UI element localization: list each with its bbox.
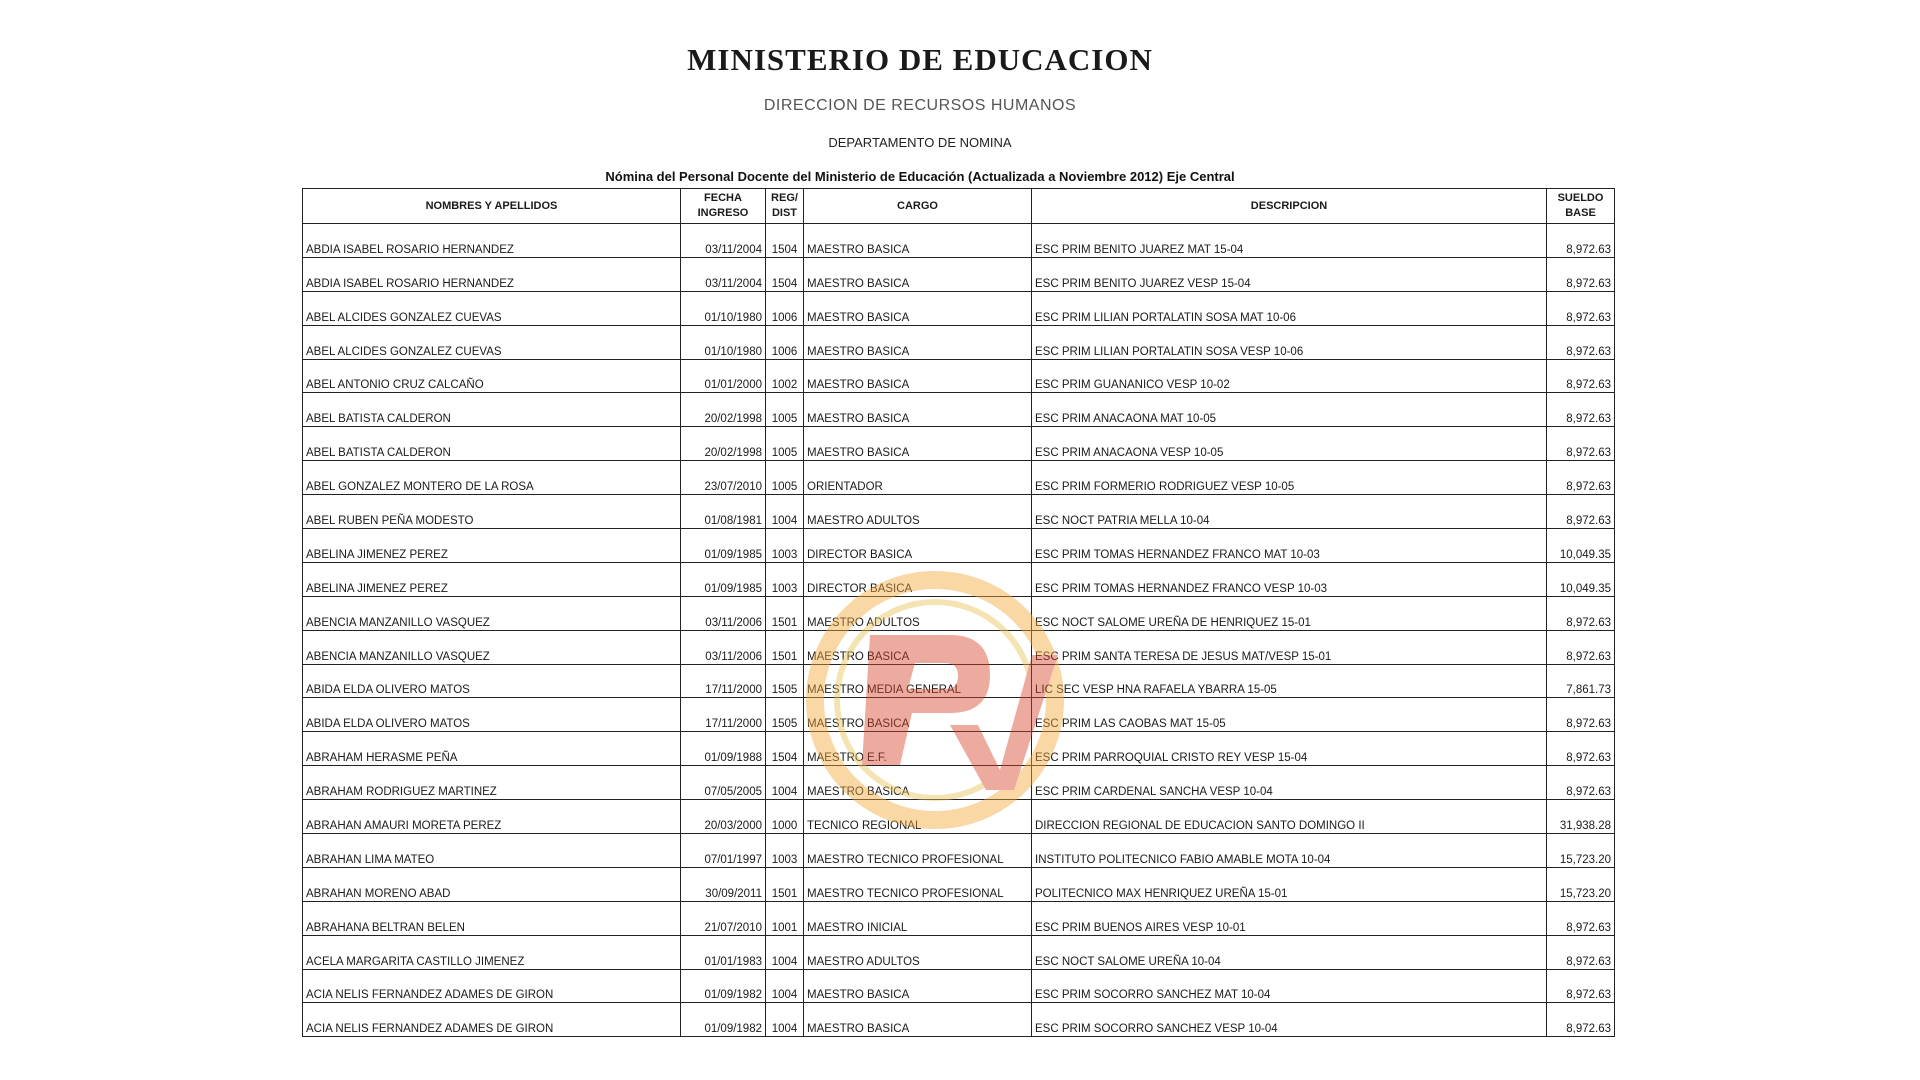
cell-reg: 1004 xyxy=(766,969,804,1003)
cell-cargo: MAESTRO BASICA xyxy=(804,630,1032,664)
cell-cargo: MAESTRO BASICA xyxy=(804,766,1032,800)
cell-reg: 1005 xyxy=(766,393,804,427)
cell-cargo: MAESTRO BASICA xyxy=(804,427,1032,461)
cell-reg: 1501 xyxy=(766,867,804,901)
cell-fecha: 23/07/2010 xyxy=(681,461,766,495)
cell-fecha: 20/03/2000 xyxy=(681,800,766,834)
table-row xyxy=(303,325,1615,359)
cell-descripcion: ESC PRIM ANACAONA MAT 10-05 xyxy=(1032,393,1547,427)
cell-reg: 1001 xyxy=(766,901,804,935)
cell-descripcion: INSTITUTO POLITECNICO FABIO AMABLE MOTA 10-04 xyxy=(1032,834,1547,868)
cell-cargo: TECNICO REGIONAL xyxy=(804,800,1032,834)
cell-reg: 1005 xyxy=(766,461,804,495)
cell-nombre: ABRAHAN MORENO ABAD xyxy=(303,867,681,901)
cell-sueldo: 10,049.35 xyxy=(1547,529,1615,563)
cell-reg: 1003 xyxy=(766,562,804,596)
departamento-subtitle: DEPARTAMENTO DE NOMINA xyxy=(828,135,1012,150)
cell-sueldo: 8,972.63 xyxy=(1547,495,1615,529)
cell-descripcion: ESC PRIM FORMERIO RODRIGUEZ VESP 10-05 xyxy=(1032,461,1547,495)
cell-descripcion: DIRECCION REGIONAL DE EDUCACION SANTO DOMINGO II xyxy=(1032,800,1547,834)
table-row xyxy=(303,901,1615,935)
cell-nombre: ABEL ANTONIO CRUZ CALCAÑO xyxy=(303,359,681,393)
cell-sueldo: 8,972.63 xyxy=(1547,766,1615,800)
cell-fecha: 03/11/2006 xyxy=(681,596,766,630)
cell-cargo: MAESTRO BASICA xyxy=(804,359,1032,393)
cell-nombre: ABEL RUBEN PEÑA MODESTO xyxy=(303,495,681,529)
table-row xyxy=(303,969,1615,1003)
cell-cargo: MAESTRO TECNICO PROFESIONAL xyxy=(804,834,1032,868)
cell-sueldo: 8,972.63 xyxy=(1547,393,1615,427)
cell-reg: 1004 xyxy=(766,1003,804,1037)
cell-descripcion: ESC PRIM TOMAS HERNANDEZ FRANCO MAT 10-03 xyxy=(1032,529,1547,563)
cell-fecha: 07/05/2005 xyxy=(681,766,766,800)
cell-sueldo: 8,972.63 xyxy=(1547,461,1615,495)
cell-reg: 1505 xyxy=(766,698,804,732)
payroll-table-body xyxy=(303,224,1615,1037)
direccion-subtitle: DIRECCION DE RECURSOS HUMANOS xyxy=(763,97,1077,114)
table-row xyxy=(303,732,1615,766)
table-row xyxy=(303,461,1615,495)
cell-nombre: ABDIA ISABEL ROSARIO HERNANDEZ xyxy=(303,224,681,258)
cell-descripcion: ESC PRIM CARDENAL SANCHA VESP 10-04 xyxy=(1032,766,1547,800)
cell-fecha: 03/11/2004 xyxy=(681,257,766,291)
cell-cargo: MAESTRO BASICA xyxy=(804,698,1032,732)
cell-cargo: MAESTRO TECNICO PROFESIONAL xyxy=(804,867,1032,901)
cell-reg: 1003 xyxy=(766,529,804,563)
cell-sueldo: 8,972.63 xyxy=(1547,359,1615,393)
cell-fecha: 01/08/1981 xyxy=(681,495,766,529)
cell-cargo: DIRECTOR BASICA xyxy=(804,562,1032,596)
cell-sueldo: 15,723.20 xyxy=(1547,834,1615,868)
cell-cargo: MAESTRO BASICA xyxy=(804,393,1032,427)
table-row xyxy=(303,867,1615,901)
table-row xyxy=(303,698,1615,732)
table-row xyxy=(303,529,1615,563)
cell-reg: 1000 xyxy=(766,800,804,834)
cell-sueldo: 8,972.63 xyxy=(1547,1003,1615,1037)
cell-nombre: ABRAHAN LIMA MATEO xyxy=(303,834,681,868)
cell-cargo: MAESTRO ADULTOS xyxy=(804,596,1032,630)
cell-reg: 1504 xyxy=(766,732,804,766)
table-row xyxy=(303,800,1615,834)
cell-nombre: ABEL ALCIDES GONZALEZ CUEVAS xyxy=(303,291,681,325)
cell-descripcion: ESC NOCT SALOME UREÑA 10-04 xyxy=(1032,935,1547,969)
cell-reg: 1505 xyxy=(766,664,804,698)
cell-descripcion: ESC PRIM BENITO JUAREZ MAT 15-04 xyxy=(1032,224,1547,258)
ministry-title: MINISTERIO DE EDUCACION xyxy=(687,42,1153,77)
cell-nombre: ABIDA ELDA OLIVERO MATOS xyxy=(303,664,681,698)
cell-reg: 1004 xyxy=(766,766,804,800)
table-row xyxy=(303,393,1615,427)
cell-fecha: 01/01/2000 xyxy=(681,359,766,393)
cell-descripcion: ESC PRIM SANTA TERESA DE JESUS MAT/VESP 15-01 xyxy=(1032,630,1547,664)
cell-descripcion: ESC PRIM SOCORRO SANCHEZ MAT 10-04 xyxy=(1032,969,1547,1003)
cell-fecha: 01/09/1988 xyxy=(681,732,766,766)
cell-fecha: 20/02/1998 xyxy=(681,427,766,461)
table-row xyxy=(303,1003,1615,1037)
cell-cargo: MAESTRO BASICA xyxy=(804,325,1032,359)
cell-descripcion: ESC PRIM LILIAN PORTALATIN SOSA VESP 10-06 xyxy=(1032,325,1547,359)
col-header-reg: REG/ DIST xyxy=(766,189,804,224)
cell-sueldo: 31,938.28 xyxy=(1547,800,1615,834)
cell-sueldo: 15,723.20 xyxy=(1547,867,1615,901)
cell-nombre: ABENCIA MANZANILLO VASQUEZ xyxy=(303,630,681,664)
table-row xyxy=(303,630,1615,664)
cell-descripcion: POLITECNICO MAX HENRIQUEZ UREÑA 15-01 xyxy=(1032,867,1547,901)
cell-sueldo: 8,972.63 xyxy=(1547,698,1615,732)
cell-reg: 1504 xyxy=(766,224,804,258)
cell-fecha: 01/09/1985 xyxy=(681,562,766,596)
cell-nombre: ABIDA ELDA OLIVERO MATOS xyxy=(303,698,681,732)
cell-descripcion: ESC PRIM BUENOS AIRES VESP 10-01 xyxy=(1032,901,1547,935)
cell-reg: 1004 xyxy=(766,495,804,529)
cell-sueldo: 8,972.63 xyxy=(1547,901,1615,935)
cell-reg: 1005 xyxy=(766,427,804,461)
cell-nombre: ABENCIA MANZANILLO VASQUEZ xyxy=(303,596,681,630)
col-header-nombre: NOMBRES Y APELLIDOS xyxy=(303,189,681,224)
cell-nombre: ABEL GONZALEZ MONTERO DE LA ROSA xyxy=(303,461,681,495)
cell-cargo: MAESTRO MEDIA GENERAL xyxy=(804,664,1032,698)
cell-nombre: ACELA MARGARITA CASTILLO JIMENEZ xyxy=(303,935,681,969)
payroll-table xyxy=(302,188,1615,1037)
cell-cargo: MAESTRO BASICA xyxy=(804,969,1032,1003)
cell-reg: 1501 xyxy=(766,630,804,664)
cell-nombre: ABRAHAM HERASME PEÑA xyxy=(303,732,681,766)
payroll-title: Nómina del Personal Docente del Ministerio de Educación (Actualizada a Noviembre 2012) Eje Central xyxy=(605,169,1235,184)
cell-sueldo: 8,972.63 xyxy=(1547,969,1615,1003)
table-row xyxy=(303,935,1615,969)
cell-fecha: 17/11/2000 xyxy=(681,664,766,698)
cell-fecha: 01/09/1985 xyxy=(681,529,766,563)
cell-sueldo: 8,972.63 xyxy=(1547,935,1615,969)
cell-nombre: ABDIA ISABEL ROSARIO HERNANDEZ xyxy=(303,257,681,291)
cell-descripcion: ESC PRIM ANACAONA VESP 10-05 xyxy=(1032,427,1547,461)
col-header-cargo: CARGO xyxy=(804,189,1032,224)
table-row xyxy=(303,427,1615,461)
cell-sueldo: 8,972.63 xyxy=(1547,427,1615,461)
cell-nombre: ABELINA JIMENEZ PEREZ xyxy=(303,562,681,596)
cell-fecha: 01/09/1982 xyxy=(681,1003,766,1037)
cell-cargo: MAESTRO BASICA xyxy=(804,291,1032,325)
cell-reg: 1003 xyxy=(766,834,804,868)
cell-descripcion: ESC PRIM TOMAS HERNANDEZ FRANCO VESP 10-03 xyxy=(1032,562,1547,596)
cell-sueldo: 8,972.63 xyxy=(1547,325,1615,359)
cell-reg: 1504 xyxy=(766,257,804,291)
cell-fecha: 21/07/2010 xyxy=(681,901,766,935)
header-row xyxy=(303,189,1615,224)
cell-nombre: ABELINA JIMENEZ PEREZ xyxy=(303,529,681,563)
table-row xyxy=(303,596,1615,630)
cell-sueldo: 10,049.35 xyxy=(1547,562,1615,596)
cell-nombre: ACIA NELIS FERNANDEZ ADAMES DE GIRON xyxy=(303,969,681,1003)
cell-fecha: 30/09/2011 xyxy=(681,867,766,901)
cell-cargo: MAESTRO BASICA xyxy=(804,257,1032,291)
col-header-fecha: FECHA INGRESO xyxy=(681,189,766,224)
cell-reg: 1006 xyxy=(766,291,804,325)
table-row xyxy=(303,834,1615,868)
cell-fecha: 01/10/1980 xyxy=(681,325,766,359)
table-row xyxy=(303,495,1615,529)
table-row xyxy=(303,562,1615,596)
cell-descripcion: ESC PRIM BENITO JUAREZ VESP 15-04 xyxy=(1032,257,1547,291)
cell-nombre: ABRAHAN AMAURI MORETA PEREZ xyxy=(303,800,681,834)
cell-cargo: MAESTRO ADULTOS xyxy=(804,495,1032,529)
cell-fecha: 01/09/1982 xyxy=(681,969,766,1003)
col-header-sueldo: SUELDO BASE xyxy=(1547,189,1615,224)
cell-cargo: MAESTRO BASICA xyxy=(804,1003,1032,1037)
table-row xyxy=(303,257,1615,291)
payroll-table-header xyxy=(303,189,1615,224)
table-row xyxy=(303,291,1615,325)
cell-nombre: ABRAHANA BELTRAN BELEN xyxy=(303,901,681,935)
cell-nombre: ABEL ALCIDES GONZALEZ CUEVAS xyxy=(303,325,681,359)
cell-descripcion: LIC SEC VESP HNA RAFAELA YBARRA 15-05 xyxy=(1032,664,1547,698)
cell-sueldo: 8,972.63 xyxy=(1547,224,1615,258)
cell-reg: 1004 xyxy=(766,935,804,969)
cell-descripcion: ESC PRIM GUANANICO VESP 10-02 xyxy=(1032,359,1547,393)
cell-cargo: MAESTRO ADULTOS xyxy=(804,935,1032,969)
cell-descripcion: ESC NOCT PATRIA MELLA 10-04 xyxy=(1032,495,1547,529)
cell-sueldo: 8,972.63 xyxy=(1547,257,1615,291)
cell-cargo: DIRECTOR BASICA xyxy=(804,529,1032,563)
cell-descripcion: ESC NOCT SALOME UREÑA DE HENRIQUEZ 15-01 xyxy=(1032,596,1547,630)
cell-fecha: 01/01/1983 xyxy=(681,935,766,969)
table-row xyxy=(303,766,1615,800)
col-header-descripcion: DESCRIPCION xyxy=(1032,189,1547,224)
cell-fecha: 07/01/1997 xyxy=(681,834,766,868)
table-row xyxy=(303,359,1615,393)
cell-reg: 1501 xyxy=(766,596,804,630)
cell-sueldo: 8,972.63 xyxy=(1547,630,1615,664)
cell-descripcion: ESC PRIM LAS CAOBAS MAT 15-05 xyxy=(1032,698,1547,732)
cell-fecha: 17/11/2000 xyxy=(681,698,766,732)
cell-fecha: 20/02/1998 xyxy=(681,393,766,427)
cell-fecha: 03/11/2004 xyxy=(681,224,766,258)
cell-nombre: ABEL BATISTA CALDERON xyxy=(303,393,681,427)
cell-descripcion: ESC PRIM PARROQUIAL CRISTO REY VESP 15-04 xyxy=(1032,732,1547,766)
cell-cargo: ORIENTADOR xyxy=(804,461,1032,495)
table-row xyxy=(303,224,1615,258)
table-row xyxy=(303,664,1615,698)
cell-cargo: MAESTRO INICIAL xyxy=(804,901,1032,935)
cell-sueldo: 8,972.63 xyxy=(1547,291,1615,325)
cell-sueldo: 8,972.63 xyxy=(1547,596,1615,630)
cell-nombre: ABRAHAM RODRIGUEZ MARTINEZ xyxy=(303,766,681,800)
cell-fecha: 03/11/2006 xyxy=(681,630,766,664)
cell-cargo: MAESTRO E.F. xyxy=(804,732,1032,766)
cell-nombre: ABEL BATISTA CALDERON xyxy=(303,427,681,461)
cell-descripcion: ESC PRIM LILIAN PORTALATIN SOSA MAT 10-06 xyxy=(1032,291,1547,325)
cell-fecha: 01/10/1980 xyxy=(681,291,766,325)
cell-cargo: MAESTRO BASICA xyxy=(804,224,1032,258)
cell-descripcion: ESC PRIM SOCORRO SANCHEZ VESP 10-04 xyxy=(1032,1003,1547,1037)
cell-nombre: ACIA NELIS FERNANDEZ ADAMES DE GIRON xyxy=(303,1003,681,1037)
cell-reg: 1006 xyxy=(766,325,804,359)
cell-sueldo: 7,861.73 xyxy=(1547,664,1615,698)
cell-reg: 1002 xyxy=(766,359,804,393)
cell-sueldo: 8,972.63 xyxy=(1547,732,1615,766)
